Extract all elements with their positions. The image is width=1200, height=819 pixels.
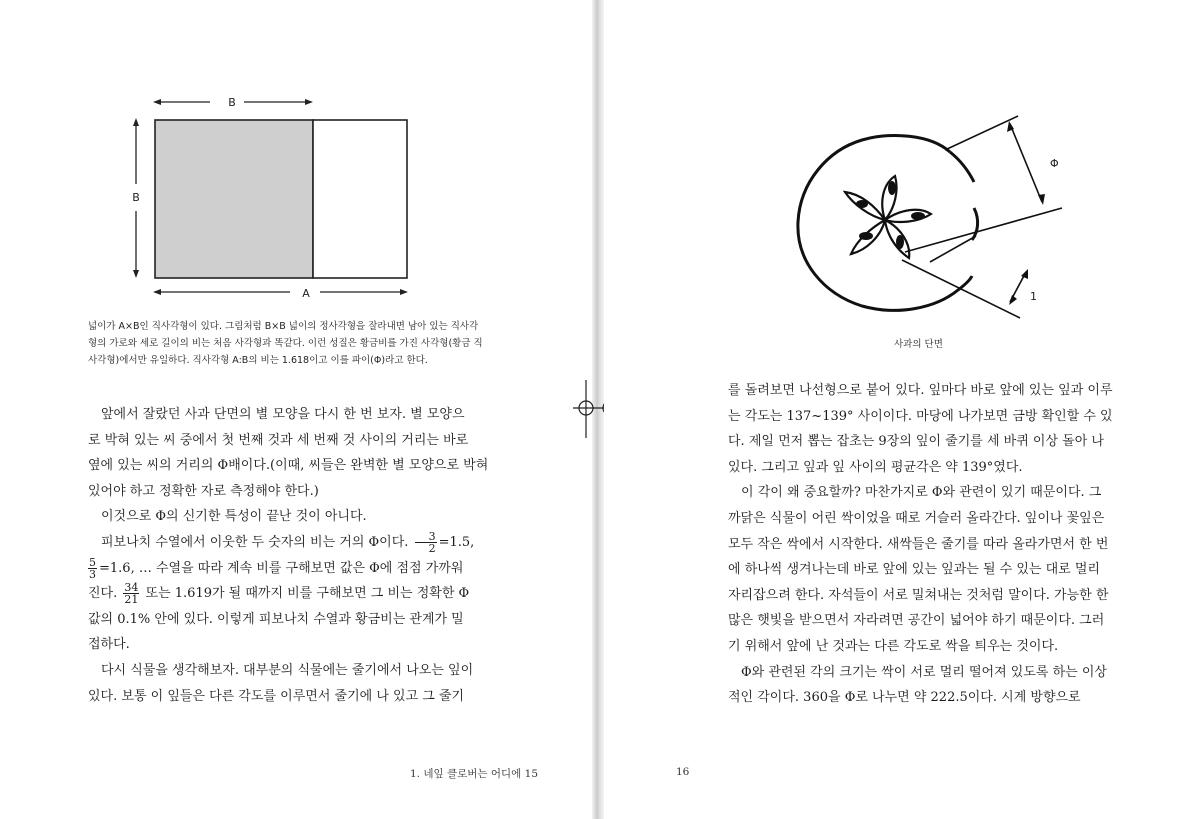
caption-line: 넓이가 A×B인 직사각형이 있다. 그림처럼 B×B 넓이의 정사각형을 잘라내면 남아 있는 직사각 <box>88 321 479 332</box>
text-line: 이 각이 왜 중요할까? 마찬가지로 Φ와 관련이 있기 때문이다. 그 <box>741 485 1102 501</box>
text-line: 다. 제일 먼저 뽑는 잡초는 9장의 잎이 줄기를 세 바퀴 이상 돌아 나 <box>728 434 1104 450</box>
text-line: 를 돌려보면 나선형으로 붙어 있다. 잎마다 바로 앞에 있는 잎과 이루 <box>728 383 1113 398</box>
label-a-bottom: A <box>302 287 310 300</box>
fraction: $\frac{3}{2}$ <box>415 531 437 554</box>
text-line <box>88 530 488 556</box>
fraction: $\frac{5}{3}$ <box>89 555 96 581</box>
text-line: 값의 0.1% 안에 있다. 이렇게 피보나치 수열과 황금비는 관계가 밀 <box>88 611 464 627</box>
square-bxb <box>155 120 313 278</box>
right-body-text <box>728 378 1113 711</box>
golden-rectangle-figure <box>132 86 430 308</box>
text-line <box>88 581 488 607</box>
apple-figure-caption: 사과의 단면 <box>894 339 943 350</box>
label-b-top: B <box>228 96 236 109</box>
apple-cross-section-figure <box>790 112 1070 327</box>
remaining-rectangle <box>313 120 407 278</box>
text-line: 이것으로 Φ의 신기한 특성이 끝난 것이 아니다. <box>101 509 367 525</box>
text-line: 있어야 하고 정확한 자로 측정해야 한다.) <box>88 483 319 499</box>
text-line: 기 위해서 앞에 난 것과는 다른 각도로 싹을 틔우는 것이다. <box>728 638 1059 654</box>
text-line: 옆에 있는 씨의 거리의 Φ배이다.(이때, 씨들은 완벽한 별 모양으로 박혀 <box>88 458 489 474</box>
right-page-footer: 16 <box>676 766 690 778</box>
text-line <box>88 556 488 582</box>
text-line: 까닭은 식물이 어린 싹이었을 때로 거슬러 올라간다. 잎이나 꽃잎은 <box>728 510 1105 526</box>
label-one: 1 <box>1030 290 1037 303</box>
text-line: 자리잡으려 한다. 자석들이 서로 밀쳐내는 것처럼 말이다. 가능한 한 <box>728 587 1109 603</box>
text-line: Φ와 관련된 각의 크기는 싹이 서로 멀리 떨어져 있도록 하는 이상 <box>741 664 1107 680</box>
text-span: 진다. <box>88 586 118 602</box>
text-line: 앞에서 잘랐던 사과 단면의 별 모양을 다시 한 번 보자. 별 모양으 <box>101 407 465 422</box>
label-b-left: B <box>132 191 140 204</box>
text-line: 적인 각이다. 360을 Φ로 나누면 약 222.5이다. 시계 방향으로 <box>728 690 1081 706</box>
left-page-footer: 1. 네잎 클로버는 어디에 15 <box>410 768 539 780</box>
right-page <box>604 0 1200 819</box>
figure-caption <box>88 318 483 369</box>
text-span: 피보나치 수열에서 이웃한 두 숫자의 비는 거의 Φ이다. <box>101 534 409 550</box>
text-span: =1.5, <box>438 534 475 550</box>
left-body-text <box>88 402 488 709</box>
caption-line: 형의 가로와 세로 길이의 비는 처음 사각형과 똑같다. 이런 성질은 황금비를 가진 사각형(황금 직 <box>88 338 483 349</box>
text-line: 접하다. <box>88 637 130 653</box>
text-line: 있다. 보통 이 잎들은 다른 각도를 이루면서 줄기에 나 있고 그 줄기 <box>88 688 465 704</box>
text-line: 는 각도는 137~139° 사이이다. 마당에 나가보면 금방 확인할 수 있 <box>728 408 1113 424</box>
text-span: =1.6, … 수열을 따라 계속 비를 구해보면 값은 Φ에 점점 가까워 <box>99 560 464 576</box>
label-phi: Φ <box>1050 157 1059 170</box>
fraction: $\frac{34}{21}$ <box>124 581 139 607</box>
text-line: 로 박혀 있는 씨 중에서 첫 번째 것과 세 번째 것 사이의 거리는 바로 <box>88 432 469 448</box>
text-line: 다시 식물을 생각해보자. 대부분의 식물에는 줄기에서 나오는 잎이 <box>101 662 474 678</box>
text-line: 있다. 그리고 잎과 잎 사이의 평균각은 약 139°였다. <box>728 459 1023 475</box>
text-span: 또는 1.619가 될 때까지 비를 구해보면 그 비는 정확한 Φ <box>145 586 470 602</box>
left-page <box>0 0 592 819</box>
text-line: 에 하나씩 생겨나는데 바로 앞에 있는 잎과는 될 수 있는 대로 멀리 <box>728 562 1100 578</box>
dimension-line-phi <box>1010 124 1042 202</box>
text-line: 많은 햇빛을 받으면서 자라려면 공간이 넓어야 하기 때문이다. 그러 <box>728 613 1105 629</box>
caption-line: 사각형)에서만 유일하다. 직사각형 A:B의 비는 1.618이고 이를 파이(Φ)라고 한다. <box>88 355 428 366</box>
text-line: 모두 작은 싹에서 시작한다. 새싹들은 줄기를 따라 올라가면서 한 번 <box>728 536 1109 552</box>
